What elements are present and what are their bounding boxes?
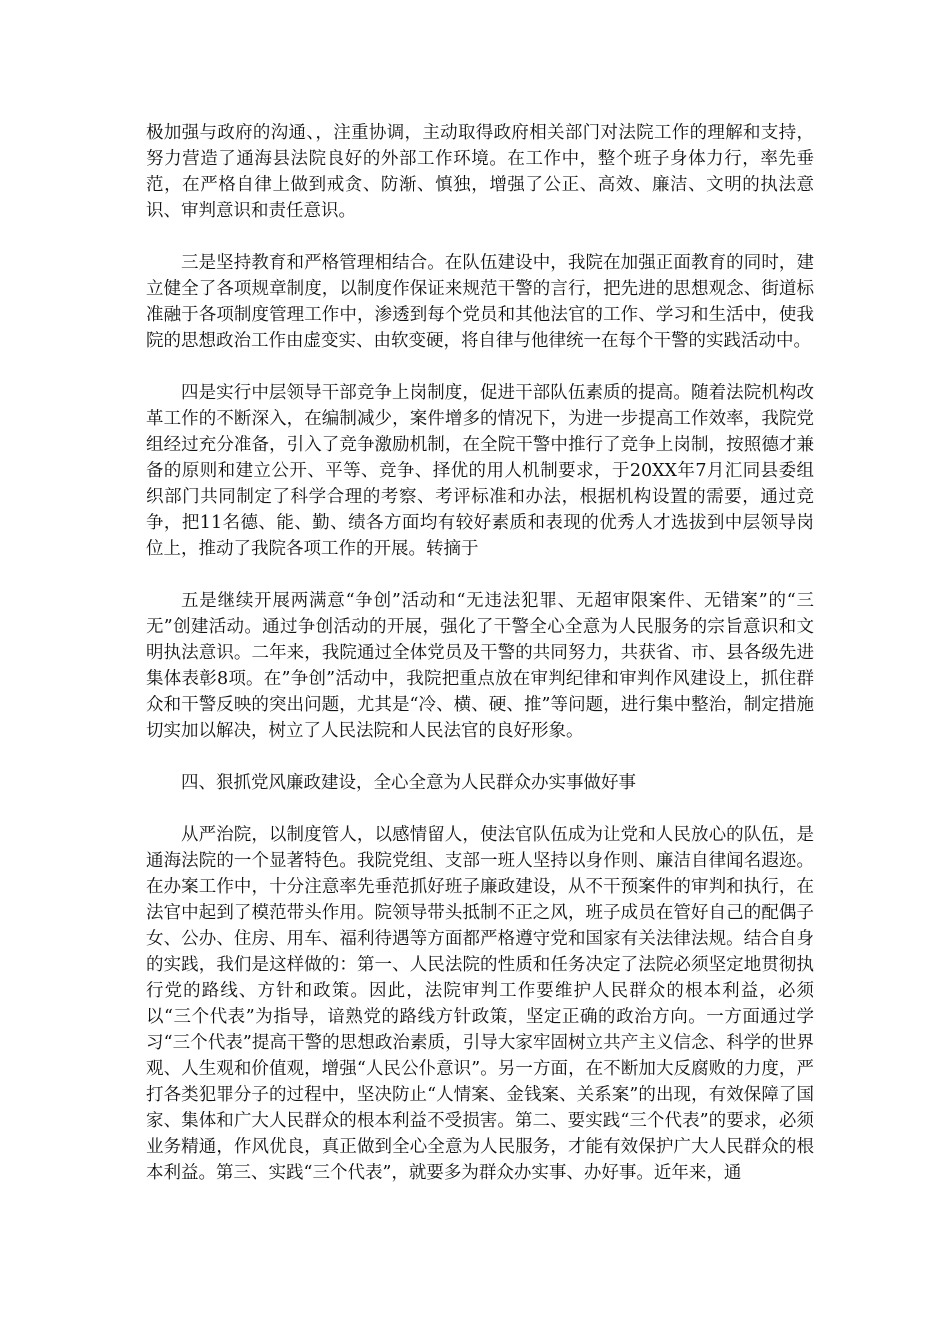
paragraph-external-environment: 极加强与政府的沟通、，注重协调，主动取得政府相关部门对法院工作的理解和支持，努力营造了通海县法院良好的外部工作环境。在工作中，整个班子身体力行，率先垂范，在严格自律上做到戒贪、防渐、慎独，增强了公正、高效、廉洁、文明的执法意识、审判意识和责任意识。 bbox=[146, 123, 814, 221]
paragraph-education-management: 三是坚持教育和严格管理相结合。在队伍建设中，我院在加强正面教育的同时，建立健全了各项规章制度，以制度作保证来规范干警的言行，把先进的思想观念、街道标准融于各项制度管理工作中，渗透到每个党员和其他法官的工作、学习和生活中，使我院的思想政治工作由虚变实、由软变硬，将自律与他律统一在每个干警的实践活动中。 bbox=[146, 253, 814, 351]
paragraph-zhengchuang-activity: 五是继续开展两满意“争创”活动和“无违法犯罪、无超审限案件、无错案”的“三无”创建活动。通过争创活动的开展，强化了干警全心全意为人民服务的宗旨意识和文明执法意识。二年来，我院通过全体党员及干警的共同努力，共获省、市、县各级先进集体表彰8项。在”争创”活动中，我院把重点放在审判纪律和审判作风建设上，抓住群众和干警反映的突出问题，尤其是“冷、横、硬、推”等问题，进行集中整治，制定措施切实加以解决，树立了人民法院和人民法官的良好形象。 bbox=[146, 591, 814, 741]
document-page bbox=[146, 120, 814, 1212]
paragraph-strict-governance: 从严治院，以制度管人，以感情留人，使法官队伍成为让党和人民放心的队伍，是通海法院的一个显著特色。我院党组、支部一班人坚持以身作则、廉洁自律闻名遐迩。在办案工作中，十分注意率先垂范抓好班子廉政建设，从不干预案件的审判和执行，在法官中起到了模范带头作用。院领导带头抵制不正之风，班子成员在管好自己的配偶子女、公办、住房、用车、福利待遇等方面都严格遵守党和国家有关法律法规。结合自身的实践，我们是这样做的：第一、人民法院的性质和任务决定了法院必须坚定地贯彻执行党的路线、方针和政策。因此，法院审判工作要维护人民群众的根本利益，必须以“三个代表”为指导，谙熟党的路线方针政策，坚定正确的政治方向。一方面通过学习“三个代表”提高干警的思想政治素质，引导大家牢固树立共产主义信念、科学的世界观、人生观和价值观，增强“人民公仆意识”。另一方面，在不断加大反腐败的力度，严打各类犯罪分子的过程中，坚决防止“人情案、金钱案、关系案”的出现，有效保障了国家、集体和广大人民群众的根本利益不受损害。第二、要实践“三个代表”的要求，必须业务精通，作风优良，真正做到全心全意为人民服务，才能有效保护广大人民群众的根本利益。第三、实践“三个代表”，就要多为群众办实事、办好事。近年来，通 bbox=[146, 825, 814, 1183]
paragraph-competitive-posts: 四是实行中层领导干部竞争上岗制度，促进干部队伍素质的提高。随着法院机构改革工作的不断深入，在编制减少，案件增多的情况下，为进一步提高工作效率，我院党组经过充分准备，引入了竞争激励机制，在全院干警中推行了竞争上岗制，按照德才兼备的原则和建立公开、平等、竞争、择优的用人机制要求，于20XX年7月汇同县委组织部门共同制定了科学合理的考察、考评标准和办法，根据机构设置的需要，通过竞争，把11名德、能、勤、绩各方面均有较好素质和表现的优秀人才选拔到中层领导岗位上，推动了我院各项工作的开展。转摘于 bbox=[146, 383, 814, 559]
section-heading-clean-government: 四、狠抓党风廉政建设，全心全意为人民群众办实事做好事 bbox=[181, 773, 636, 793]
